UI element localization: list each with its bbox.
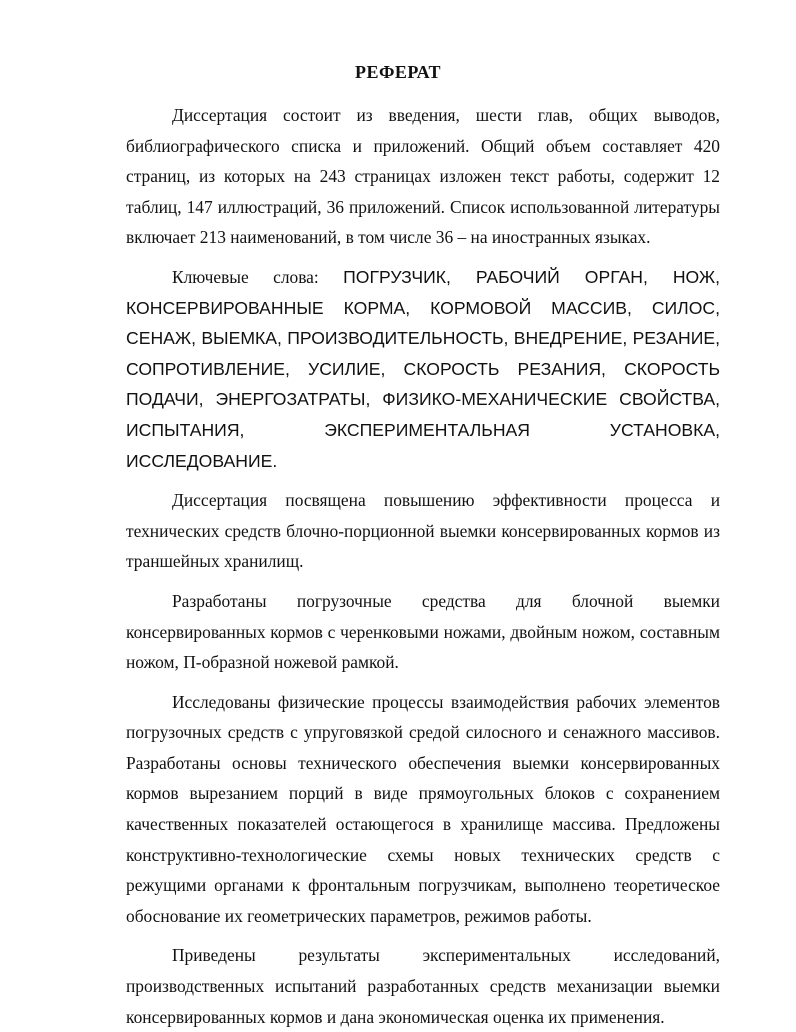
paragraph-structure: Диссертация состоит из введения, шести глав, общих выводов, библиографического списка и приложений. Общий объем составляет 420 страниц, из которых на 243 страницах изложен текст работы, содержит 12 таблиц, 147 иллюстраций, 36 приложений. Список использованной литературы включает 213 наименований, в том числе 36 – на иностранных языках. bbox=[126, 105, 720, 248]
page-title: РЕФЕРАТ bbox=[354, 62, 442, 82]
paragraph-research: Исследованы физические процессы взаимодействия рабочих элементов погрузочных средств с упруговязкой средой силосного и сенажного массивов. Разработаны основы технического обеспечения выемки консервированных кормов вырезанием порций в виде прямоугольных блоков с сохранением качественных показателей остающегося в хранилище массива. Предложены конструктивно-технологические схемы новых технических средств с режущими органами к фронтальным погрузчикам, выполнено теоретическое обоснование их геометрических параметров, режимов работы. bbox=[126, 691, 720, 926]
paragraph-keywords bbox=[126, 262, 720, 476]
paragraph-results: Приведены результаты экспериментальных исследований, производственных испытаний разработанных средств механизации выемки консервированных кормов и дана экономическая оценка их применения. bbox=[126, 945, 720, 1027]
paragraph-developed: Разработаны погрузочные средства для блочной выемки консервированных кормов с черенковыми ножами, двойным ножом, составным ножом, П-образной ножевой рамкой. bbox=[126, 590, 720, 673]
keywords-label: Ключевые слова: bbox=[172, 266, 319, 287]
keywords-list: ПОГРУЗЧИК, РАБОЧИЙ ОРГАН, НОЖ, КОНСЕРВИРОВАННЫЕ КОРМА, КОРМОВОЙ МАССИВ, СИЛОС, СЕНАЖ, ВЫЕМКА, ПРОИЗВОДИТЕЛЬНОСТЬ, ВНЕДРЕНИЕ, РЕЗАНИЕ, СОПРОТИВЛЕНИЕ, УСИЛИЕ, СКОРОСТЬ РЕЗАНИЯ, СКОРОСТЬ ПОДАЧИ, ЭНЕРГОЗАТРАТЫ, ФИЗИКО-МЕХАНИЧЕСКИЕ СВОЙСТВА, ИСПЫТАНИЯ, ЭКСПЕРИМЕНТАЛЬНАЯ УСТАНОВКА, ИССЛЕДОВАНИЕ. bbox=[126, 266, 720, 471]
abstract-body bbox=[126, 100, 720, 1032]
paragraph-purpose: Диссертация посвящена повышению эффективности процесса и технических средств блочно-порционной выемки консервированных кормов из траншейных хранилищ. bbox=[126, 490, 720, 572]
